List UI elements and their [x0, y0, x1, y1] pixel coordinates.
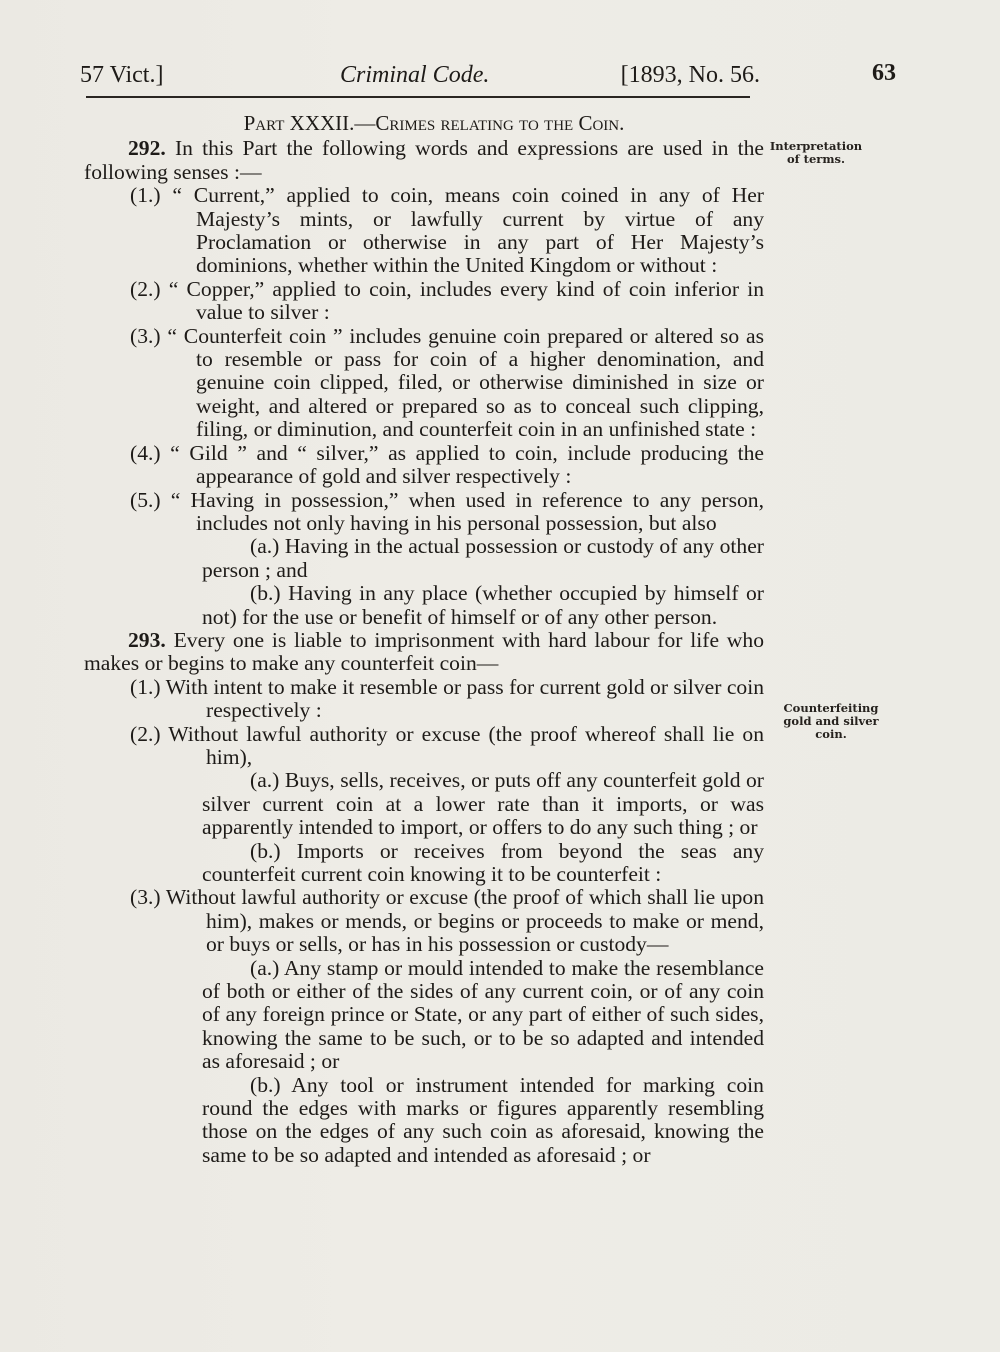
sub-item-text: Having in the actual possession or custody of any other person ; and	[202, 534, 764, 582]
running-header	[80, 60, 896, 96]
item-text: Without lawful authority or excuse (the proof of which shall lie upon him), makes or mends, or begins or proceeds to make or mend, or buys or sells, or has in his possession or custody—	[165, 885, 765, 957]
header-title: Criminal Code.	[340, 62, 490, 88]
item-number: (3.)	[130, 885, 161, 910]
section-292-intro	[84, 137, 764, 184]
item-number: (3.)	[130, 323, 161, 348]
header-act-reference: [1893, No. 56.	[620, 62, 760, 88]
sub-item	[84, 535, 764, 582]
margin-note-counterfeiting: Counterfeiting gold and silver coin.	[783, 701, 879, 741]
item-number: (1.)	[130, 674, 161, 699]
definition-item	[84, 184, 764, 278]
sub-item-text: Any stamp or mould intended to make the resemblance of both or either of the sides of any current coin, or of any coin of any foreign prince or State, or any part of either of such sides, knowing the same to be such, or to be so adapted and intended as aforesaid ; or	[202, 955, 764, 1074]
header-rule	[86, 96, 750, 98]
section-293-intro	[84, 629, 764, 676]
part-title: Part XXXII.—Crimes relating to the Coin.	[243, 111, 625, 135]
item-number: (2.)	[130, 276, 161, 301]
margin-note-interpretation: Interpretation of terms.	[769, 139, 863, 166]
definition-item	[84, 278, 764, 325]
item-text: “ Copper,” applied to coin, includes every kind of coin inferior in value to silver :	[168, 276, 764, 325]
definition-item	[84, 442, 764, 489]
item-text: “ Having in possession,” when used in reference to any person, includes not only having in his personal possession, but also	[170, 487, 764, 535]
offence-item	[84, 676, 764, 723]
section-text: In this Part the following words and expressions are used in the following senses :—	[84, 136, 764, 184]
sub-item	[84, 582, 764, 629]
section-number: 292.	[128, 136, 166, 161]
sub-item-text: Having in any place (whether occupied by himself or not) for the use or benefit of himself or of any other person.	[202, 581, 764, 629]
item-text: “ Gild ” and “ silver,” as applied to coin, include producing the appearance of gold and silver respectively :	[170, 440, 765, 489]
definition-item	[84, 489, 764, 536]
item-number: (5.)	[130, 487, 161, 512]
item-text: Without lawful authority or excuse (the proof whereof shall lie on him),	[168, 721, 764, 769]
sub-item-letter: (a.)	[250, 534, 280, 559]
sub-item-letter: (a.)	[250, 768, 280, 793]
item-text: “ Counterfeit coin ” includes genuine coin prepared or altered so as to resemble or pass for coin of a higher denomination, and genuine coin clipped, filed, or otherwise diminished in size or weight, and altered or prepared so as to conceal such clipping, filing, or diminution, and counterfeit coin in an unfinished state :	[167, 323, 764, 442]
offence-item	[84, 723, 764, 770]
definition-item	[84, 325, 764, 442]
sub-item	[84, 769, 764, 839]
sub-item-letter: (b.)	[250, 838, 281, 863]
header-regnal-year: 57 Vict.]	[80, 62, 164, 88]
sub-item	[84, 840, 764, 887]
sub-item-letter: (b.)	[250, 581, 281, 606]
section-number: 293.	[128, 627, 166, 652]
sub-item-text: Any tool or instrument intended for marking coin round the edges with marks or figures apparently resembling those on the edges of any such coin as aforesaid, knowing the same to be so adapted and intended as aforesaid ; or	[202, 1072, 764, 1167]
page-number: 63	[872, 60, 896, 86]
item-text: “ Current,” applied to coin, means coin coined in any of Her Majesty’s mints, or lawfully current by virtue of any Proclamation or otherwise in any part of Her Majesty’s dominions, whether within the United Kingdom or without :	[172, 183, 764, 278]
sub-item	[84, 1074, 764, 1168]
offence-item	[84, 886, 764, 956]
sub-item-letter: (a.)	[250, 955, 280, 980]
item-text: With intent to make it resemble or pass for current gold or silver coin respectively :	[165, 674, 764, 723]
item-number: (4.)	[130, 440, 161, 465]
document-body	[84, 112, 764, 1167]
sub-item-text: Imports or receives from beyond the seas any counterfeit current coin knowing it to be counterfeit :	[202, 838, 764, 886]
item-number: (1.)	[130, 183, 161, 208]
sub-item	[84, 957, 764, 1074]
sub-item-letter: (b.)	[250, 1072, 281, 1097]
sub-item-text: Buys, sells, receives, or puts off any counterfeit gold or silver current coin at a lower rate than it imports, or was apparently intended to import, or offers to do any such thing ; or	[202, 768, 764, 840]
item-number: (2.)	[130, 721, 161, 746]
section-text: Every one is liable to imprisonment with hard labour for life who makes or begins to make any counterfeit coin—	[84, 627, 764, 676]
